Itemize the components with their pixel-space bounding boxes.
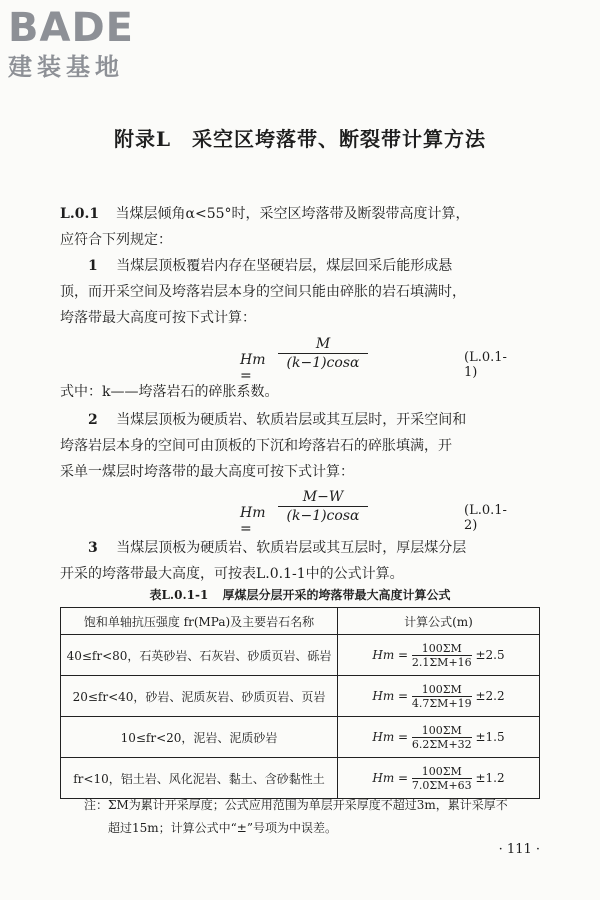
- cell-formula-num: 100ΣM: [412, 642, 472, 656]
- formula2-numerator: M−W: [278, 489, 368, 507]
- section-intro-line1: [60, 206, 470, 222]
- item2-text1: 当煤层顶板为硬质岩、软质岩层或其互层时，开采空间和: [116, 412, 467, 428]
- table-row: [61, 717, 540, 758]
- cell-formula-lhs: Hm =: [372, 770, 409, 785]
- height-formula-table: [60, 607, 540, 799]
- item3-text1: 当煤层顶板为硬质岩、软质岩层或其互层时，厚层煤分层: [116, 540, 467, 556]
- cell-formula-den: 2.1ΣM+16: [411, 655, 472, 669]
- cell-formula-den: 7.0ΣM+63: [411, 778, 472, 792]
- item3-line1: [88, 540, 466, 556]
- table-cell-formula: [338, 676, 540, 717]
- appendix-title: 附录L 采空区垮落带、断裂带计算方法: [113, 127, 487, 151]
- section-intro-line2: 应符合下列规定：: [60, 232, 172, 248]
- logo-brand: BADE: [8, 5, 134, 51]
- cell-formula-lhs: Hm =: [372, 729, 409, 744]
- formula2-lhs: Hm =: [240, 505, 266, 537]
- table-cell-rock: 10≤fr<20，泥岩、泥质砂岩: [61, 717, 338, 758]
- formula2-fraction: [278, 489, 368, 524]
- formula2-label: (L.0.1-2): [464, 503, 507, 533]
- formula1-fraction: [278, 336, 368, 371]
- cell-formula-fraction: [412, 642, 472, 669]
- table-caption-number: 表L.0.1-1: [149, 588, 209, 602]
- item1-line2: 顶，而开采空间及垮落岩层本身的空间只能由碎胀的岩石填满时，: [60, 284, 466, 300]
- formula2-denominator: (k−1)cosα: [286, 508, 360, 524]
- item3-number: 3: [88, 540, 98, 556]
- cell-formula-num: 100ΣM: [412, 765, 472, 779]
- table-cell-rock: fr<10，铝土岩、风化泥岩、黏土、含砂黏性土: [61, 758, 338, 799]
- cell-formula-fraction: [412, 765, 472, 792]
- section-intro-text: 当煤层倾角α<55°时，采空区垮落带及断裂带高度计算，: [115, 206, 470, 222]
- table-cell-rock: 40≤fr<80，石英砂岩、石灰岩、砂质页岩、砾岩: [61, 635, 338, 676]
- table-cell-rock: 20≤fr<40，砂岩、泥质灰岩、砂质页岩、页岩: [61, 676, 338, 717]
- table-row: [61, 635, 540, 676]
- item2-line1: [88, 412, 466, 428]
- table-cell-formula: [338, 758, 540, 799]
- bade-logo: [8, 6, 134, 82]
- cell-formula-err: ±1.5: [475, 729, 505, 744]
- formula1-label: (L.0.1-1): [464, 350, 507, 380]
- section-number: L.0.1: [60, 206, 100, 222]
- table-caption-text: 厚煤层分层开采的垮落带最大高度计算公式: [222, 588, 451, 602]
- cell-formula-lhs: Hm =: [372, 688, 409, 703]
- formula1-denominator: (k−1)cosα: [286, 355, 360, 371]
- item2-number: 2: [88, 412, 98, 428]
- cell-formula-num: 100ΣM: [412, 724, 472, 738]
- table-caption: [0, 587, 600, 603]
- logo-brand-cn: 建装基地: [8, 53, 124, 81]
- item3-line2: 开采的垮落带最大高度，可按表L.0.1-1中的公式计算。: [60, 566, 404, 582]
- cell-formula-fraction: [412, 683, 472, 710]
- where-clause: 式中：k——垮落岩石的碎胀系数。: [60, 384, 279, 400]
- table-row: [61, 758, 540, 799]
- item1-text1: 当煤层顶板覆岩内存在坚硬岩层，煤层回采后能形成悬: [116, 258, 453, 274]
- cell-formula-err: ±1.2: [475, 770, 505, 785]
- item1-line1: [88, 258, 452, 274]
- page-number: · 111 ·: [498, 842, 540, 857]
- table-cell-formula: [338, 717, 540, 758]
- item1-line3: 垮落带最大高度可按下式计算：: [60, 310, 256, 326]
- table-cell-formula: [338, 635, 540, 676]
- table-header-rock: 饱和单轴抗压强度 fr(MPa)及主要岩石名称: [61, 608, 338, 635]
- table-header-formula: 计算公式(m): [338, 608, 540, 635]
- item2-line2: 垮落岩层本身的空间可由顶板的下沉和垮落岩石的碎胀填满，开: [60, 438, 452, 454]
- table-row: [61, 676, 540, 717]
- item2-line3: 采单一煤层时垮落带的最大高度可按下式计算：: [60, 464, 354, 480]
- item1-number: 1: [88, 258, 98, 274]
- cell-formula-den: 4.7ΣM+19: [411, 696, 472, 710]
- formula1-lhs: Hm =: [240, 352, 266, 384]
- table-note-line2: 超过15m；计算公式中“±”号项为中误差。: [108, 821, 337, 835]
- formula1-numerator: M: [278, 336, 368, 354]
- cell-formula-num: 100ΣM: [412, 683, 472, 697]
- table-header-row: [61, 608, 540, 635]
- table-note-line1: 注：ΣM为累计开采厚度；公式应用范围为单层开采厚度不超过3m，累计采厚不: [84, 798, 508, 812]
- cell-formula-err: ±2.2: [475, 688, 505, 703]
- cell-formula-lhs: Hm =: [372, 647, 409, 662]
- cell-formula-den: 6.2ΣM+32: [411, 737, 472, 751]
- cell-formula-fraction: [412, 724, 472, 751]
- cell-formula-err: ±2.5: [475, 647, 505, 662]
